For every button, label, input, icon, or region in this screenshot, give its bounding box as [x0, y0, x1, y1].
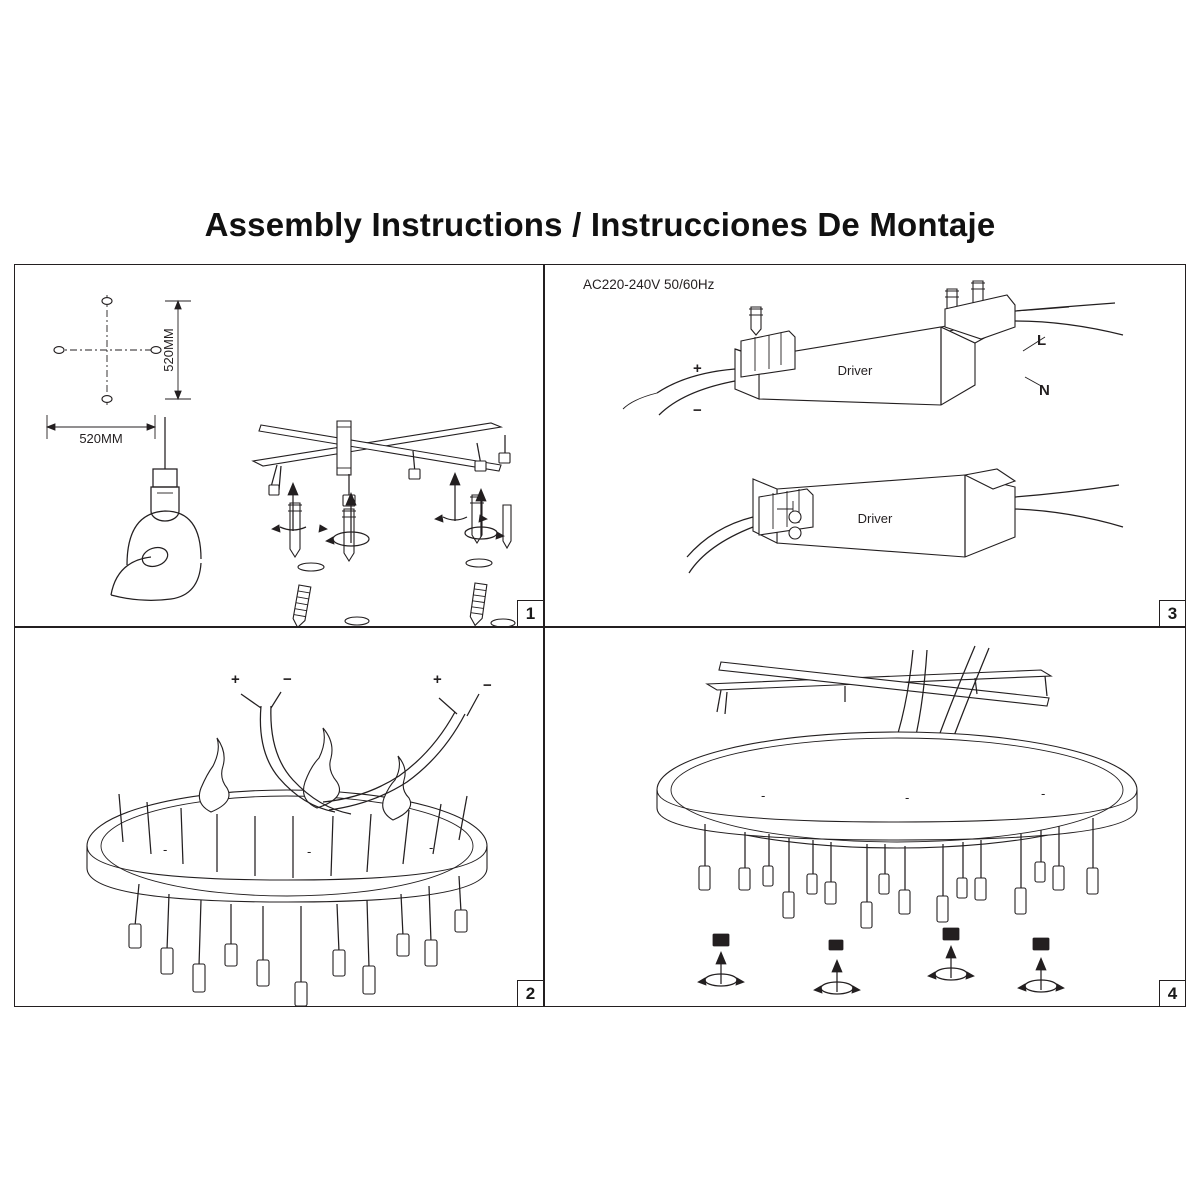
panel-step-3 [544, 264, 1186, 627]
screwdriver-icon [111, 417, 201, 600]
install-arrows [272, 473, 504, 546]
dimension-horizontal [47, 415, 155, 446]
mounting-bracket-cross-top [707, 662, 1051, 714]
plus-label-right: + [433, 671, 442, 688]
svg-text:-: - [429, 840, 434, 855]
panel-2-illustration [15, 628, 543, 1006]
driver-label-upper: Driver [837, 363, 873, 378]
svg-text:-: - [307, 844, 312, 859]
panel-step-4 [544, 627, 1186, 1007]
panel-number: 4 [1159, 980, 1185, 1006]
hole-pattern-diagram [54, 295, 161, 405]
voltage-note: AC220-240V 50/60Hz [583, 277, 715, 292]
svg-text:520MM: 520MM [79, 431, 123, 446]
svg-text:-: - [163, 842, 168, 857]
panel-grid [14, 264, 1186, 1007]
minus-label-right: - [1041, 786, 1046, 801]
install-connectors [713, 928, 1049, 950]
panel-number: 2 [517, 980, 543, 1006]
dimension-vertical [161, 301, 191, 399]
page-title: Assembly Instructions / Instrucciones De Montaje [204, 206, 996, 243]
minus-label-left: - [761, 788, 766, 803]
minus-label-left: − [283, 671, 292, 688]
svg-text:520MM: 520MM [161, 328, 176, 372]
neutral-label: N [1039, 382, 1050, 399]
plus-label: + [693, 360, 702, 377]
panel-number: 3 [1159, 600, 1185, 626]
minus-label-mid: - [905, 790, 910, 805]
driver-lower [687, 469, 1123, 573]
plus-label-left: + [231, 671, 240, 688]
driver-upper [623, 281, 1123, 419]
panel-1-illustration [15, 265, 543, 626]
install-arrows [698, 946, 1064, 994]
panel-number: 1 [517, 600, 543, 626]
panel-step-1 [14, 264, 544, 627]
screw-set-left [749, 307, 763, 335]
panel-3-illustration [545, 265, 1185, 626]
canopy-disc [657, 732, 1137, 848]
panel-step-2 [14, 627, 544, 1007]
minus-label-right: − [483, 677, 492, 694]
live-label: L [1037, 332, 1047, 349]
minus-label: − [693, 402, 702, 419]
driver-label-lower: Driver [857, 511, 893, 526]
panel-4-illustration [545, 628, 1185, 1006]
